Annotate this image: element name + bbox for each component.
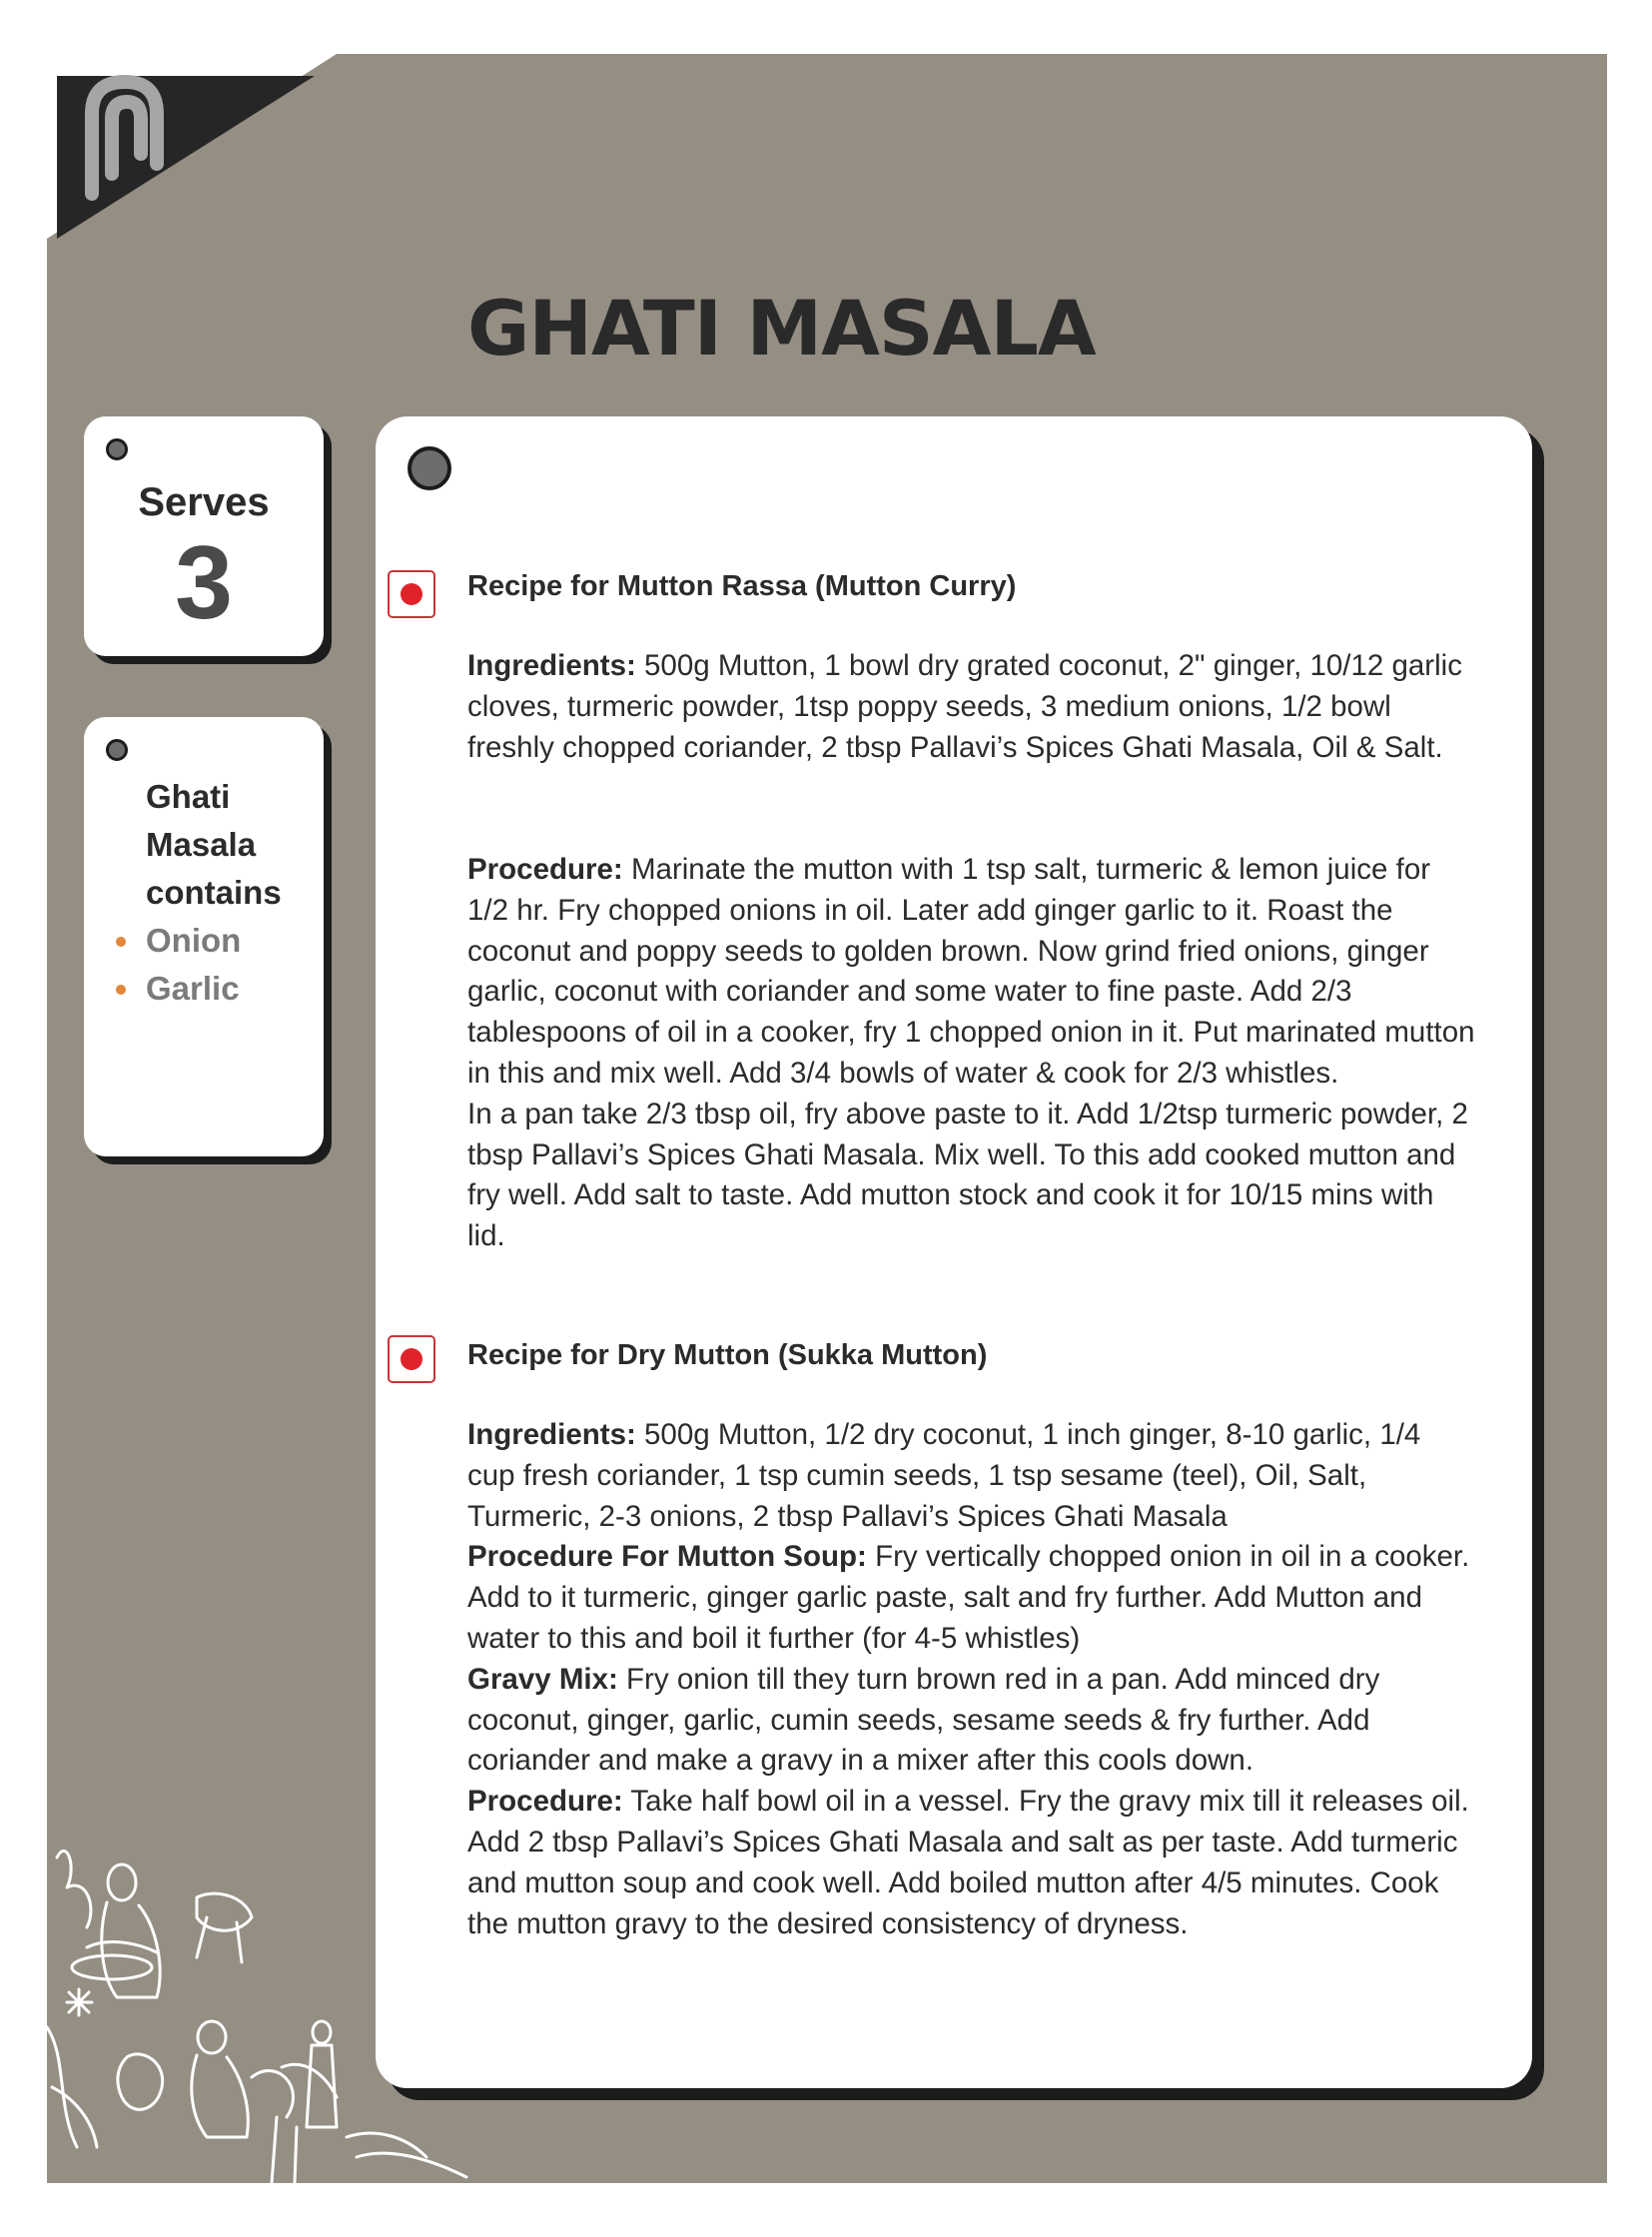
bullet-dot-icon: [116, 985, 126, 995]
ingredients-text: 500g Mutton, 1 bowl dry grated coconut, 2" ginger, 10/12 garlic cloves, turmeric powder, 1tsp poppy seeds, 3 medium onions, 1/2 bowl freshly chopped coriander, 2 tbsp Pallavi’s Spices Ghati Masala, Oil & Salt.: [467, 649, 1462, 764]
punch-hole-icon: [106, 438, 128, 460]
procedure-label: Procedure:: [467, 853, 623, 886]
contains-list: [146, 917, 241, 1013]
gravy-text: Fry onion till they turn brown red in a pan. Add minced dry coconut, ginger, garlic, cumin seeds, sesame seeds & fry further. Add coriander and make a gravy in a mixer after this cools down.: [467, 1662, 1380, 1778]
punch-hole-icon: [106, 739, 128, 761]
contains-item: Onion: [146, 922, 242, 959]
ingredients-label: Ingredients:: [467, 649, 636, 682]
procedure-label: Procedure:: [467, 1785, 623, 1819]
ingredients-text: 500g Mutton, 1/2 dry coconut, 1 inch ginger, 8-10 garlic, 1/4 cup fresh coriander, 1 tsp cumin seeds, 1 tsp sesame (teel), Oil, Salt, Turmeric, 2-3 onions, 2 tbsp Pallavi’s Spices Ghati Masala: [467, 1418, 1421, 1533]
ingredients-paragraph: [467, 1415, 1476, 1944]
serves-label: Serves: [138, 480, 270, 524]
procedure-text: In a pan take 2/3 tbsp oil, fry above paste to it. Add 1/2tsp turmeric powder, 2 tbsp Pallavi’s Spices Ghati Masala. Mix well. To this add cooked mutton and fry well. Add salt to taste. Add mutton stock and cook it for 10/15 mins with lid.: [467, 1097, 1468, 1253]
paperclip-corner-icon: [47, 54, 347, 239]
soup-label: Procedure For Mutton Soup:: [467, 1540, 867, 1574]
list-item: [146, 965, 241, 1013]
village-illustration-icon: [47, 1828, 516, 2183]
serves-count: 3: [175, 525, 233, 641]
soup-text: Fry vertically chopped onion in oil in a cooker. Add to it turmeric, ginger garlic paste, salt and fry further. Add Mutton and water to this and boil it further (for 4-5 whistles): [467, 1540, 1470, 1655]
gravy-label: Gravy Mix:: [467, 1662, 618, 1696]
recipe-heading: Recipe for Mutton Rassa (Mutton Curry): [467, 570, 1017, 602]
procedure-paragraph: [467, 850, 1476, 1257]
list-item: [146, 917, 241, 965]
procedure-text: Take half bowl oil in a vessel. Fry the gravy mix till it releases oil. Add 2 tbsp Pallavi’s Spices Ghati Masala and salt as per taste. Add turmeric and mutton soup and cook well. Add boiled mutton after 4/5 minutes. Cook the mutton gravy to the desired consistency of dryness.: [467, 1785, 1469, 1940]
contains-card: [84, 717, 324, 1156]
ingredients-paragraph: [467, 646, 1476, 768]
recipe-card: [376, 416, 1532, 2088]
procedure-text: Marinate the mutton with 1 tsp salt, turmeric & lemon juice for 1/2 hr. Fry chopped onions in oil. Later add ginger garlic to it. Roast the coconut and poppy seeds to golden brown. Now grind fried onions, ginger garlic, coconut with coriander and some water to fine paste. Add 2/3 tablespoons of oil in a cooker, fry 1 chopped onion in it. Put marinated mutton in this and mix well. Add 3/4 bowls of water & cook for 2/3 whistles.: [467, 853, 1475, 1090]
bullet-dot-icon: [116, 937, 126, 947]
contains-title: Ghati Masala contains: [146, 778, 282, 911]
recipe-bullet-icon: [388, 570, 435, 618]
serves-card: [84, 416, 324, 656]
recipe-heading: Recipe for Dry Mutton (Sukka Mutton): [467, 1339, 988, 1371]
page-title: GHATI MASALA: [467, 284, 1096, 373]
punch-hole-icon: [408, 446, 451, 490]
ingredients-label: Ingredients:: [467, 1418, 636, 1451]
contains-item: Garlic: [146, 970, 240, 1007]
recipe-bullet-icon: [388, 1335, 435, 1383]
